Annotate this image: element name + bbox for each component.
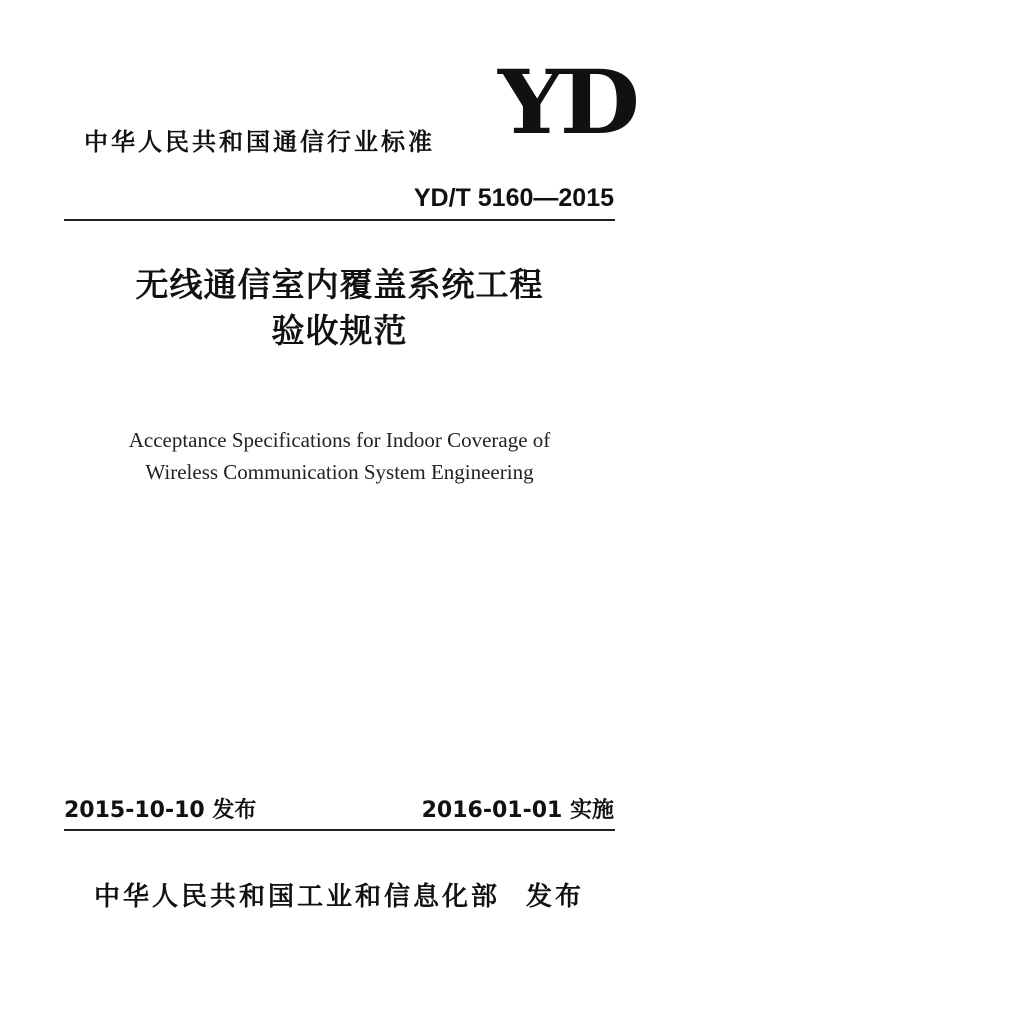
issue-date: 2015-10-10 发布 — [64, 798, 257, 823]
chinese-title-line-1: 无线通信室内覆盖系统工程 — [135, 265, 544, 304]
english-title-line-2: Wireless Communication System Engineering — [145, 460, 534, 484]
chinese-title-line-2: 验收规范 — [271, 311, 408, 350]
bottom-divider — [64, 829, 615, 831]
chinese-title — [64, 262, 615, 354]
effective-date: 2016-01-01 实施 — [421, 798, 614, 823]
issuer-name: 中华人民共和国工业和信息化部 — [94, 882, 501, 912]
issuing-body-header: 中华人民共和国通信行业标准 — [84, 128, 435, 156]
english-title — [64, 424, 615, 488]
standard-code: YD/T 5160—2015 — [413, 184, 614, 212]
issuer-action: 发布 — [526, 882, 585, 912]
yd-logo: YD — [498, 50, 636, 154]
issuer-line — [94, 876, 584, 913]
top-divider — [64, 219, 615, 221]
english-title-line-1: Acceptance Specifications for Indoor Coverage of — [128, 428, 551, 452]
